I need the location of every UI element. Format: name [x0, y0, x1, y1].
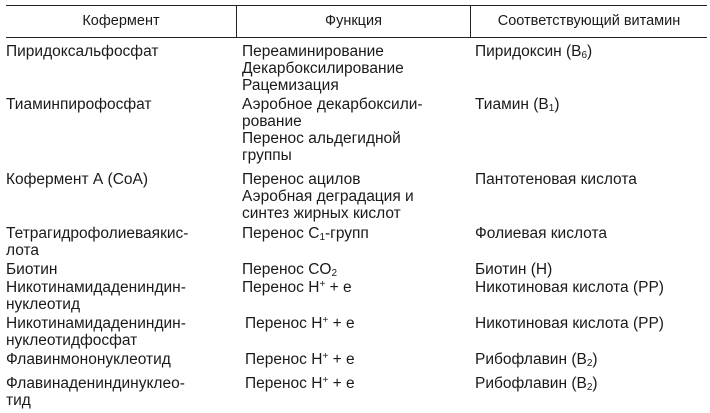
vitamin-cell: Пиридоксин $(B_6)$ — [475, 43, 593, 61]
vitamin-cell: Фолиевая кислота — [475, 225, 607, 242]
vitamin-cell: Рибофлавин $(B_2)$ — [475, 375, 598, 393]
function-cell: Перенос ацилов Аэробная деградация и синтез жирных кислот — [242, 171, 414, 222]
function-cell: Перенос Н+ + e — [245, 351, 355, 368]
vitamin-cell: Пантотеновая кислота — [475, 171, 637, 188]
coenzyme-cell: Тиаминпирофосфат — [6, 96, 152, 113]
coenzyme-cell: Никотинамидадениндин- нуклеотидфосфат — [6, 315, 186, 349]
coenzyme-cell: Тетрагидрофолиеваякис- лота — [6, 225, 189, 259]
vitamin-cell: Никотиновая кислота (PP) — [475, 279, 664, 296]
coenzyme-cell: Пиридоксальфосфат — [6, 43, 159, 60]
coenzyme-cell: Кофермент А (СоА) — [6, 171, 149, 188]
function-cell: Перенос Н+ + e — [242, 279, 352, 296]
function-cell: Аэробное декарбоксили- рование Перенос альдегидной группы — [242, 96, 423, 164]
coenzyme-cell: Флавинмононуклеотид — [6, 351, 171, 368]
coenzyme-cell: Флавинадениндинуклео- тид — [6, 375, 185, 409]
vitamin-cell: Никотиновая кислота (PP) — [475, 315, 664, 332]
header-vitamin: Соответствующий витамин — [497, 13, 681, 29]
header-rule — [6, 37, 707, 38]
header-function: Функция — [325, 13, 382, 29]
coenzyme-cell: Никотинамидадениндин- нуклеотид — [6, 279, 186, 313]
function-cell: Перенос Н+ + e — [245, 315, 355, 332]
function-cell: Переаминирование Декарбоксилирование Рацемизация — [242, 43, 404, 94]
function-cell: Перенос $C_1$-групп — [242, 225, 369, 243]
vitamin-cell: Тиамин $(B_1)$ — [475, 96, 560, 114]
function-cell: Перенос $CO_2$ — [242, 261, 338, 279]
function-cell: Перенос Н+ + e — [245, 375, 355, 392]
vitamin-cell: Рибофлавин $(B_2)$ — [475, 351, 598, 369]
table-top-rule — [6, 5, 707, 6]
coenzyme-cell: Биотин — [6, 261, 58, 278]
header-coenzyme: Кофермент — [82, 13, 160, 29]
vitamin-cell: Биотин (Н) — [475, 261, 553, 278]
